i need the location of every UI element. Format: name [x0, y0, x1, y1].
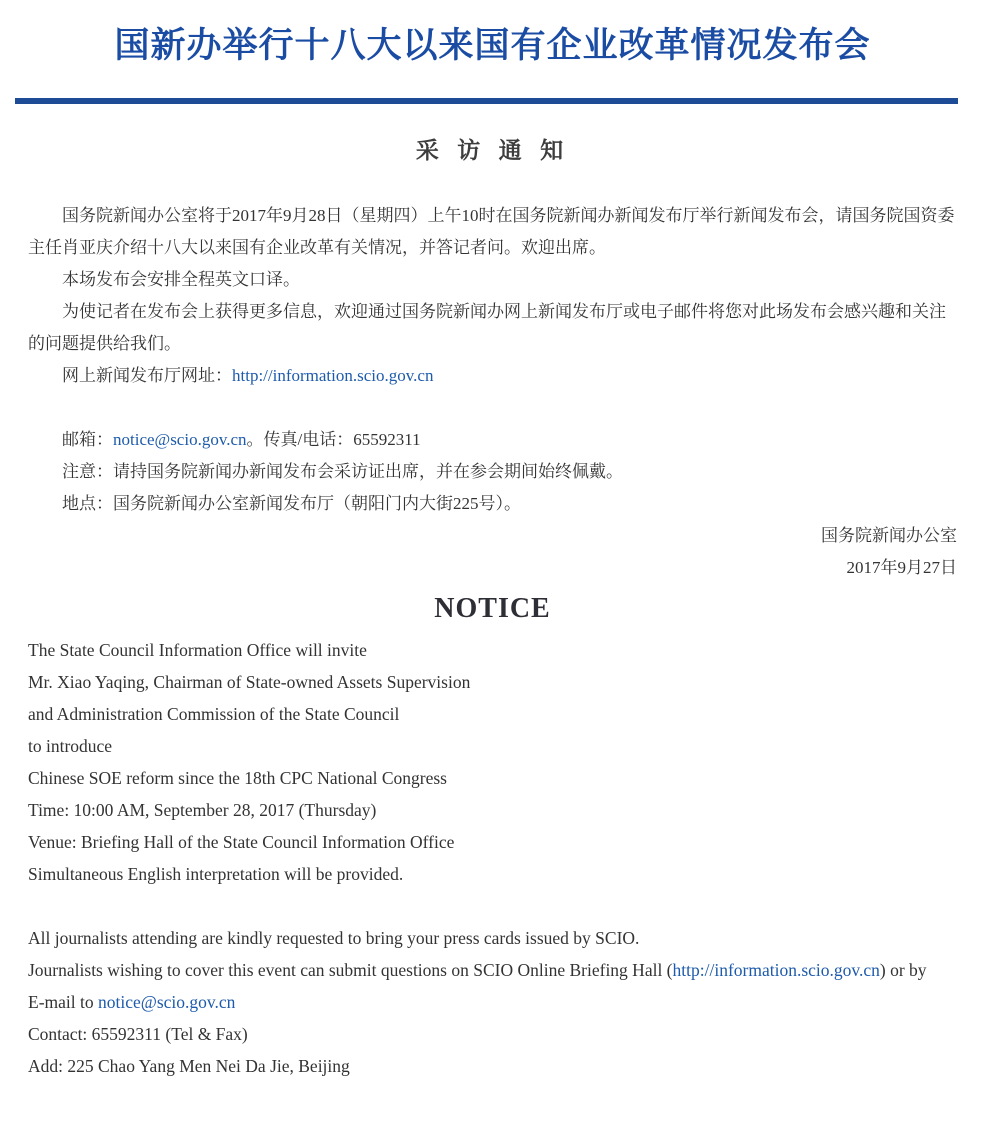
cn-url-line: [28, 360, 957, 392]
en-email-pre: E-mail to: [28, 992, 98, 1012]
page-title: 国新办举行十八大以来国有企业改革情况发布会: [114, 26, 871, 65]
press-notice-document: [0, 26, 985, 1082]
cn-venue-line: 地点：国务院新闻办公室新闻发布厅（朝阳门内大街225号）。: [62, 494, 521, 513]
en-line-invite: The State Council Information Office will invite: [28, 640, 367, 660]
blank-line: [28, 392, 957, 424]
en-line-venue: Venue: Briefing Hall of the State Council Information Office: [28, 832, 455, 852]
cn-signoff-date: 2017年9月27日: [846, 558, 957, 577]
en-line-speaker: Mr. Xiao Yaqing, Chairman of State-owned Assets Supervision: [28, 672, 471, 692]
en-line-commission: and Administration Commission of the State Council: [28, 704, 400, 724]
section-heading-interview-notice: 采 访 通 知: [415, 137, 570, 163]
notice-email-link[interactable]: notice@scio.gov.cn: [113, 430, 247, 449]
cn-note-line: 注意：请持国务院新闻办新闻发布会采访证出席，并在参会期间始终佩戴。: [62, 462, 623, 481]
en-submit-questions-paragraph: [28, 954, 957, 1018]
cn-signoff-org: 国务院新闻办公室: [821, 526, 957, 545]
online-briefing-hall-link[interactable]: http://information.scio.gov.cn: [232, 366, 434, 385]
cn-url-label: 网上新闻发布厅网址：: [62, 366, 232, 385]
notice-email-link-en[interactable]: notice@scio.gov.cn: [97, 992, 236, 1012]
en-press-cards-line: All journalists attending are kindly requested to bring your press cards issued by SCIO.: [28, 928, 640, 948]
cn-paragraph-questions: 为使记者在发布会上获得更多信息，欢迎通过国务院新闻办网上新闻发布厅或电子邮件将您对此场发布会感兴趣和关注的问题提供给我们。: [28, 302, 946, 353]
notice-heading: NOTICE: [434, 593, 551, 624]
en-address-line: Add: 225 Chao Yang Men Nei Da Jie, Beijing: [28, 1056, 350, 1076]
cn-paragraph-event-info: 国务院新闻办公室将于2017年9月28日（星期四）上午10时在国务院新闻办新闻发布厅举行新闻发布会，请国务院国资委主任肖亚庆介绍十八大以来国有企业改革有关情况，并答记者问。欢迎出席。: [28, 206, 955, 257]
cn-paragraph-interpretation: 本场发布会安排全程英文口译。: [62, 270, 300, 289]
en-submit-mid: ) or by: [879, 960, 927, 980]
en-line-interpretation: Simultaneous English interpretation will be provided.: [28, 864, 404, 884]
en-submit-pre: Journalists wishing to cover this event can submit questions on SCIO Online Briefing Hall (: [28, 960, 673, 980]
en-line-introduce: to introduce: [28, 736, 113, 756]
english-notice-body: [0, 626, 985, 1082]
title-divider: [15, 98, 958, 104]
cn-email-line: [28, 424, 957, 456]
cn-email-label: 邮箱：: [62, 430, 113, 449]
en-line-topic: Chinese SOE reform since the 18th CPC National Congress: [28, 768, 447, 788]
en-line-time: Time: 10:00 AM, September 28, 2017 (Thursday): [28, 800, 377, 820]
chinese-notice-body: [0, 164, 985, 584]
en-contact-line: Contact: 65592311 (Tel & Fax): [28, 1024, 248, 1044]
online-briefing-hall-link-en[interactable]: http://information.scio.gov.cn: [672, 960, 880, 980]
blank-line: [28, 890, 957, 922]
cn-fax-phone: 。传真/电话：65592311: [246, 430, 421, 449]
